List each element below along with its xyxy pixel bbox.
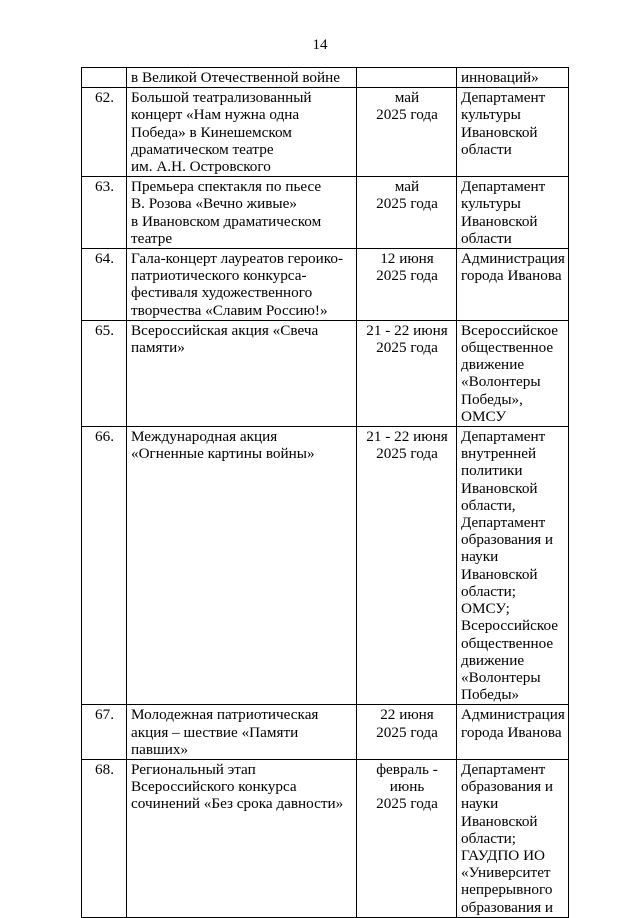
responsible-cell (457, 88, 569, 177)
row-number-text: 65. (95, 321, 114, 339)
event-name-cell (127, 705, 357, 760)
events-table-body (82, 68, 569, 918)
row-number-text: 62. (95, 89, 114, 107)
event-name-cell (127, 427, 357, 705)
row-number-cell (82, 759, 127, 917)
table-row (82, 88, 569, 177)
responsible-text: инноваций» (461, 69, 539, 86)
event-date-cell (357, 88, 457, 177)
responsible-cell (457, 177, 569, 249)
event-name-text: в Великой Отечественной войне (131, 69, 341, 86)
event-name-text: Премьера спектакля по пьесе В. Розова «Вечно живые» в Ивановском драматическом театре (131, 178, 322, 247)
row-number-cell (82, 427, 127, 705)
event-date-text: 22 июня 2025 года (376, 706, 438, 741)
event-date-cell (357, 320, 457, 426)
event-name-text: Всероссийская акция «Свеча памяти» (131, 321, 319, 357)
event-name-text: Региональный этап Всероссийского конкурса сочинений «Без срока давности» (131, 760, 344, 813)
row-number-cell (82, 249, 127, 321)
event-date-text: май 2025 года (376, 178, 438, 213)
event-date-cell (357, 249, 457, 321)
event-date-text: февраль - июнь 2025 года (376, 760, 438, 813)
event-date-cell (357, 177, 457, 249)
event-date-cell (357, 68, 457, 88)
row-number-cell (82, 320, 127, 426)
event-date-cell (357, 427, 457, 705)
event-date-text: май 2025 года (376, 89, 438, 124)
event-date-text: 12 июня 2025 года (376, 250, 438, 285)
row-number-cell (82, 88, 127, 177)
table-row (82, 759, 569, 917)
event-name-text: Большой театрализованный концерт «Нам нужна одна Победа» в Кинешемском драматическом театре им. А.Н. Островского (131, 89, 312, 176)
table-row (82, 177, 569, 249)
responsible-cell (457, 427, 569, 705)
responsible-text: Администрация города Иванова (461, 250, 565, 285)
responsible-cell (457, 68, 569, 88)
row-number-text: 66. (95, 428, 114, 446)
row-number-text: 64. (95, 250, 114, 268)
responsible-text: Департамент внутренней политики Ивановской области, Департамент образования и науки Ивановской области; ОМСУ; Всероссийское общественное движение «Волонтеры Победы» (461, 428, 558, 704)
event-name-cell (127, 759, 357, 917)
event-name-cell (127, 68, 357, 88)
event-date-cell (357, 705, 457, 760)
event-date-cell (357, 759, 457, 917)
responsible-cell (457, 320, 569, 426)
row-number-cell (82, 177, 127, 249)
row-number-cell (82, 705, 127, 760)
event-name-text: Молодежная патриотическая акция – шествие «Памяти павших» (131, 706, 319, 758)
row-number-text: 68. (95, 760, 114, 778)
event-name-text: Международная акция «Огненные картины войны» (131, 428, 315, 463)
table-row (82, 249, 569, 321)
event-name-cell (127, 320, 357, 426)
responsible-cell (457, 705, 569, 760)
row-number-text: 63. (95, 178, 114, 196)
responsible-text: Всероссийское общественное движение «Волонтеры Победы», ОМСУ (461, 321, 558, 425)
table-row (82, 705, 569, 760)
responsible-cell (457, 249, 569, 321)
responsible-text: Департамент культуры Ивановской области (461, 178, 546, 247)
page-number: 14 (312, 37, 328, 53)
responsible-text: Департамент образования и науки Ивановской области; ГАУДПО ИО «Университет непрерывного образования и (461, 760, 554, 916)
row-number-cell (82, 68, 127, 88)
event-date-text: 21 - 22 июня 2025 года (366, 428, 448, 463)
responsible-text: Администрация города Иванова (461, 706, 565, 741)
event-name-cell (127, 88, 357, 177)
event-name-text: Гала-концерт лауреатов героико- патриотического конкурса- фестиваля художественного творчества «Славим Россию!» (131, 250, 344, 319)
event-name-cell (127, 249, 357, 321)
table-row (82, 427, 569, 705)
event-date-text: 21 - 22 июня 2025 года (366, 321, 448, 357)
responsible-cell (457, 759, 569, 917)
table-row (82, 68, 569, 88)
table-row (82, 320, 569, 426)
responsible-text: Департамент культуры Ивановской области (461, 89, 546, 158)
events-table (81, 67, 569, 918)
row-number-text: 67. (95, 706, 114, 724)
event-name-cell (127, 177, 357, 249)
